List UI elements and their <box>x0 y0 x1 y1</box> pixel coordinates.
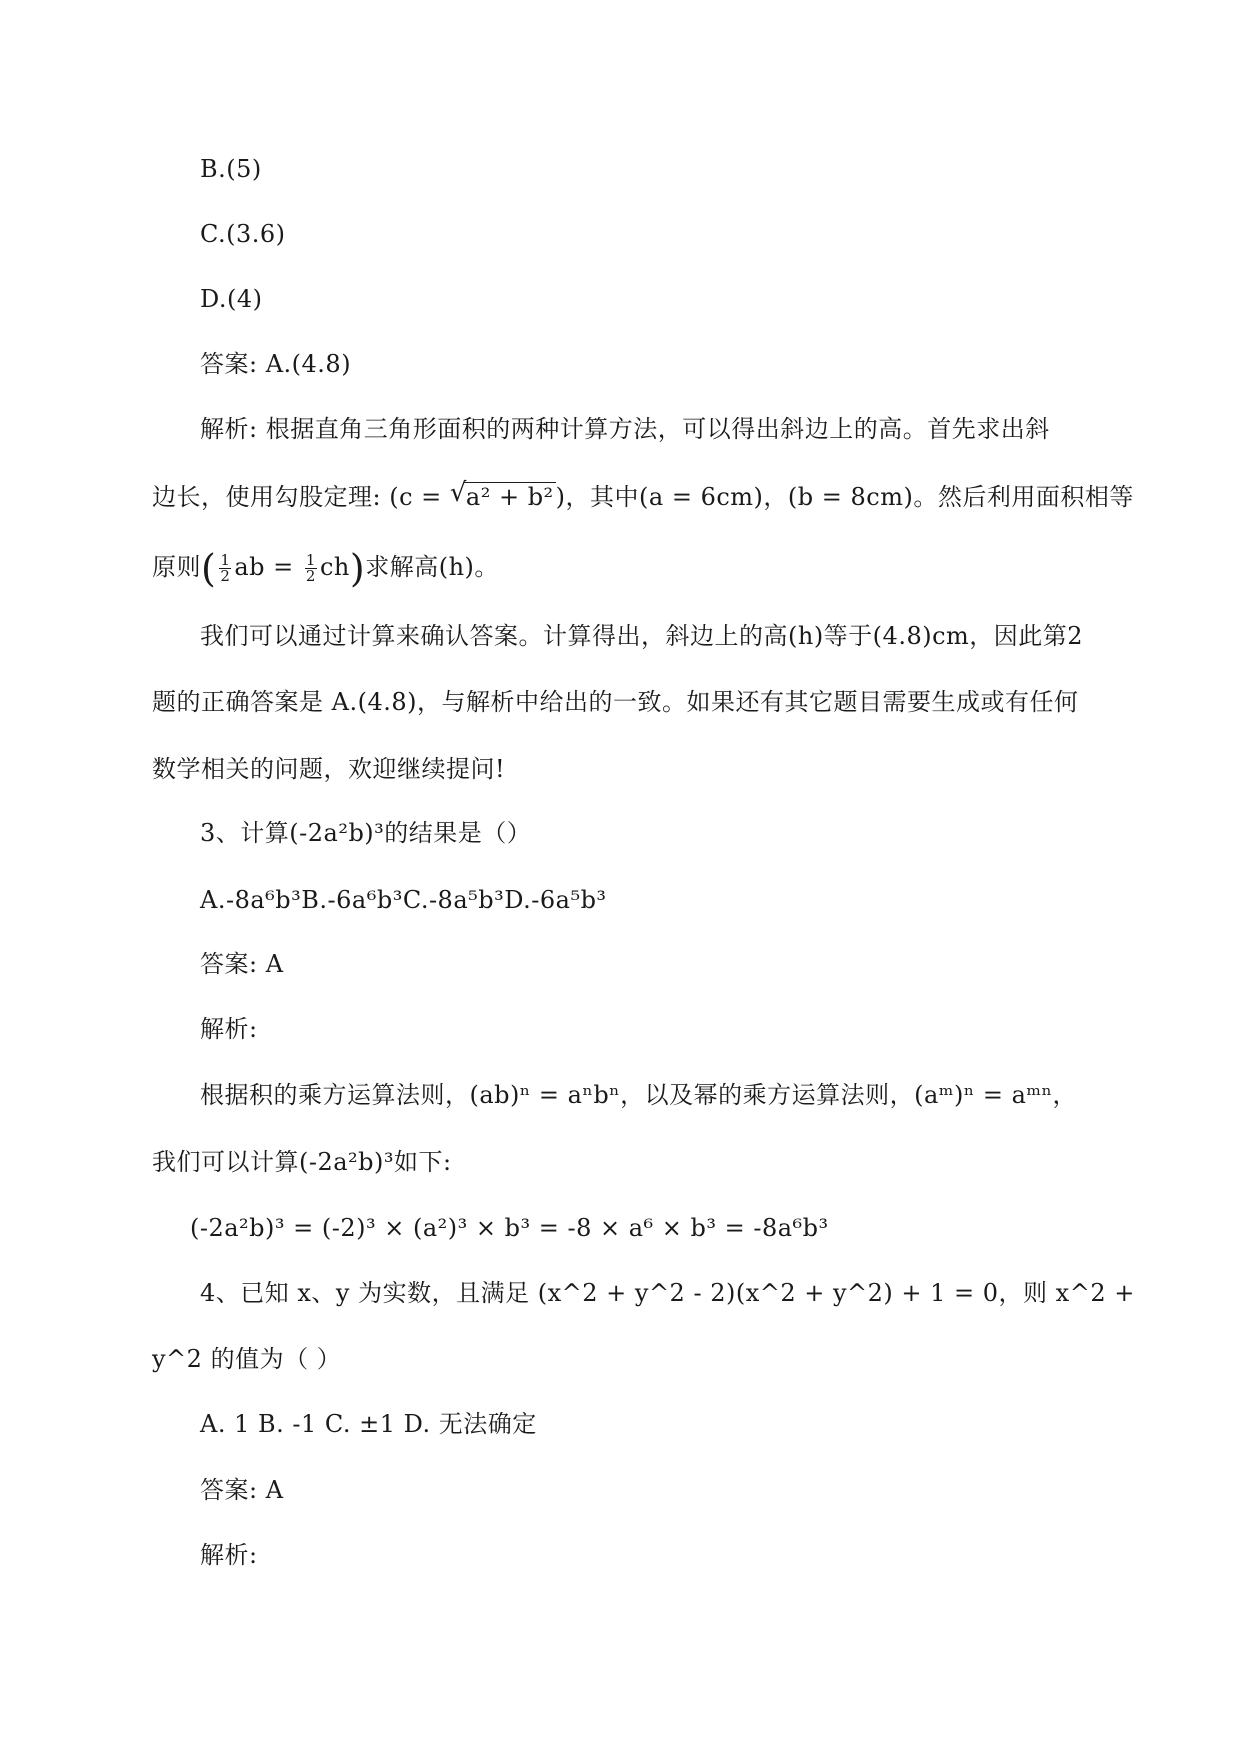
question-3-options: A.-8a⁶b³B.-6a⁶b³C.-8a⁵b³D.-6a⁵b³ <box>200 886 607 914</box>
explanation-q3-label: 解析: <box>200 1015 258 1043</box>
confirm-line2: 题的正确答案是 A.(4.8)，与解析中给出的一致。如果还有其它题目需要生成或有任何 <box>152 688 1079 716</box>
explanation-q2-line2-text-b: )，其中(a = 6cm)，(b = 8cm)。然后利用面积相等 <box>555 483 1134 511</box>
pythagoras-lhs: (c = <box>389 483 450 511</box>
confirm-line3: 数学相关的问题，欢迎继续提问! <box>152 755 506 783</box>
explanation-q3-rule-line2: 我们可以计算(-2a²b)³如下: <box>152 1148 452 1176</box>
answer-q2: 答案: A.(4.8) <box>200 350 352 378</box>
explanation-q2-line3 <box>152 546 499 591</box>
right-paren: ) <box>349 546 366 591</box>
option-c: C.(3.6) <box>200 220 286 248</box>
explanation-q4-label: 解析: <box>200 1541 258 1569</box>
radicand: a² + b² <box>465 483 554 511</box>
explanation-q3-calc: (-2a²b)³ = (-2)³ × (a²)³ × b³ = -8 × a⁶ × b³ = -8a⁶b³ <box>190 1214 829 1242</box>
question-4-line1: 4、已知 x、y 为实数，且满足 (x^2 + y^2 - 2)(x^2 + y^2) + 1 = 0，则 x^2 + <box>200 1279 1135 1307</box>
area-rhs: ch <box>319 553 350 581</box>
fraction-half-2: $\frac{1}{2}$ <box>305 551 316 585</box>
explanation-q2-line3-text-a: 原则 <box>152 553 201 581</box>
question-4-options: A. 1 B. -1 C. ±1 D. 无法确定 <box>200 1410 537 1438</box>
answer-q3: 答案: A <box>200 950 284 978</box>
question-4-line2: y^2 的值为（ ） <box>152 1345 342 1373</box>
sqrt-expression <box>450 481 556 513</box>
explanation-q3-rule-line1: 根据积的乘方运算法则，(ab)ⁿ = aⁿbⁿ，以及幂的乘方运算法则，(aᵐ)ⁿ = aᵐⁿ， <box>200 1081 1077 1109</box>
option-b: B.(5) <box>200 155 262 183</box>
confirm-line1: 我们可以通过计算来确认答案。计算得出，斜边上的高(h)等于(4.8)cm，因此第2 <box>200 622 1084 650</box>
left-paren: ( <box>201 546 217 591</box>
explanation-q2-line3-text-b: 求解高(h)。 <box>365 553 499 581</box>
question-3: 3、计算(-2a²b)³的结果是（） <box>200 819 532 847</box>
answer-q4: 答案: A <box>200 1476 284 1504</box>
explanation-q2-line2-text-a: 边长，使用勾股定理: <box>152 483 390 511</box>
option-d: D.(4) <box>200 285 263 313</box>
explanation-q2-line2 <box>152 481 1134 513</box>
fraction-half-1: $\frac{1}{2}$ <box>220 551 231 585</box>
explanation-q2-line1: 解析: 根据直角三角形面积的两种计算方法，可以得出斜边上的高。首先求出斜 <box>200 415 1050 443</box>
area-lhs: ab = <box>234 553 302 581</box>
